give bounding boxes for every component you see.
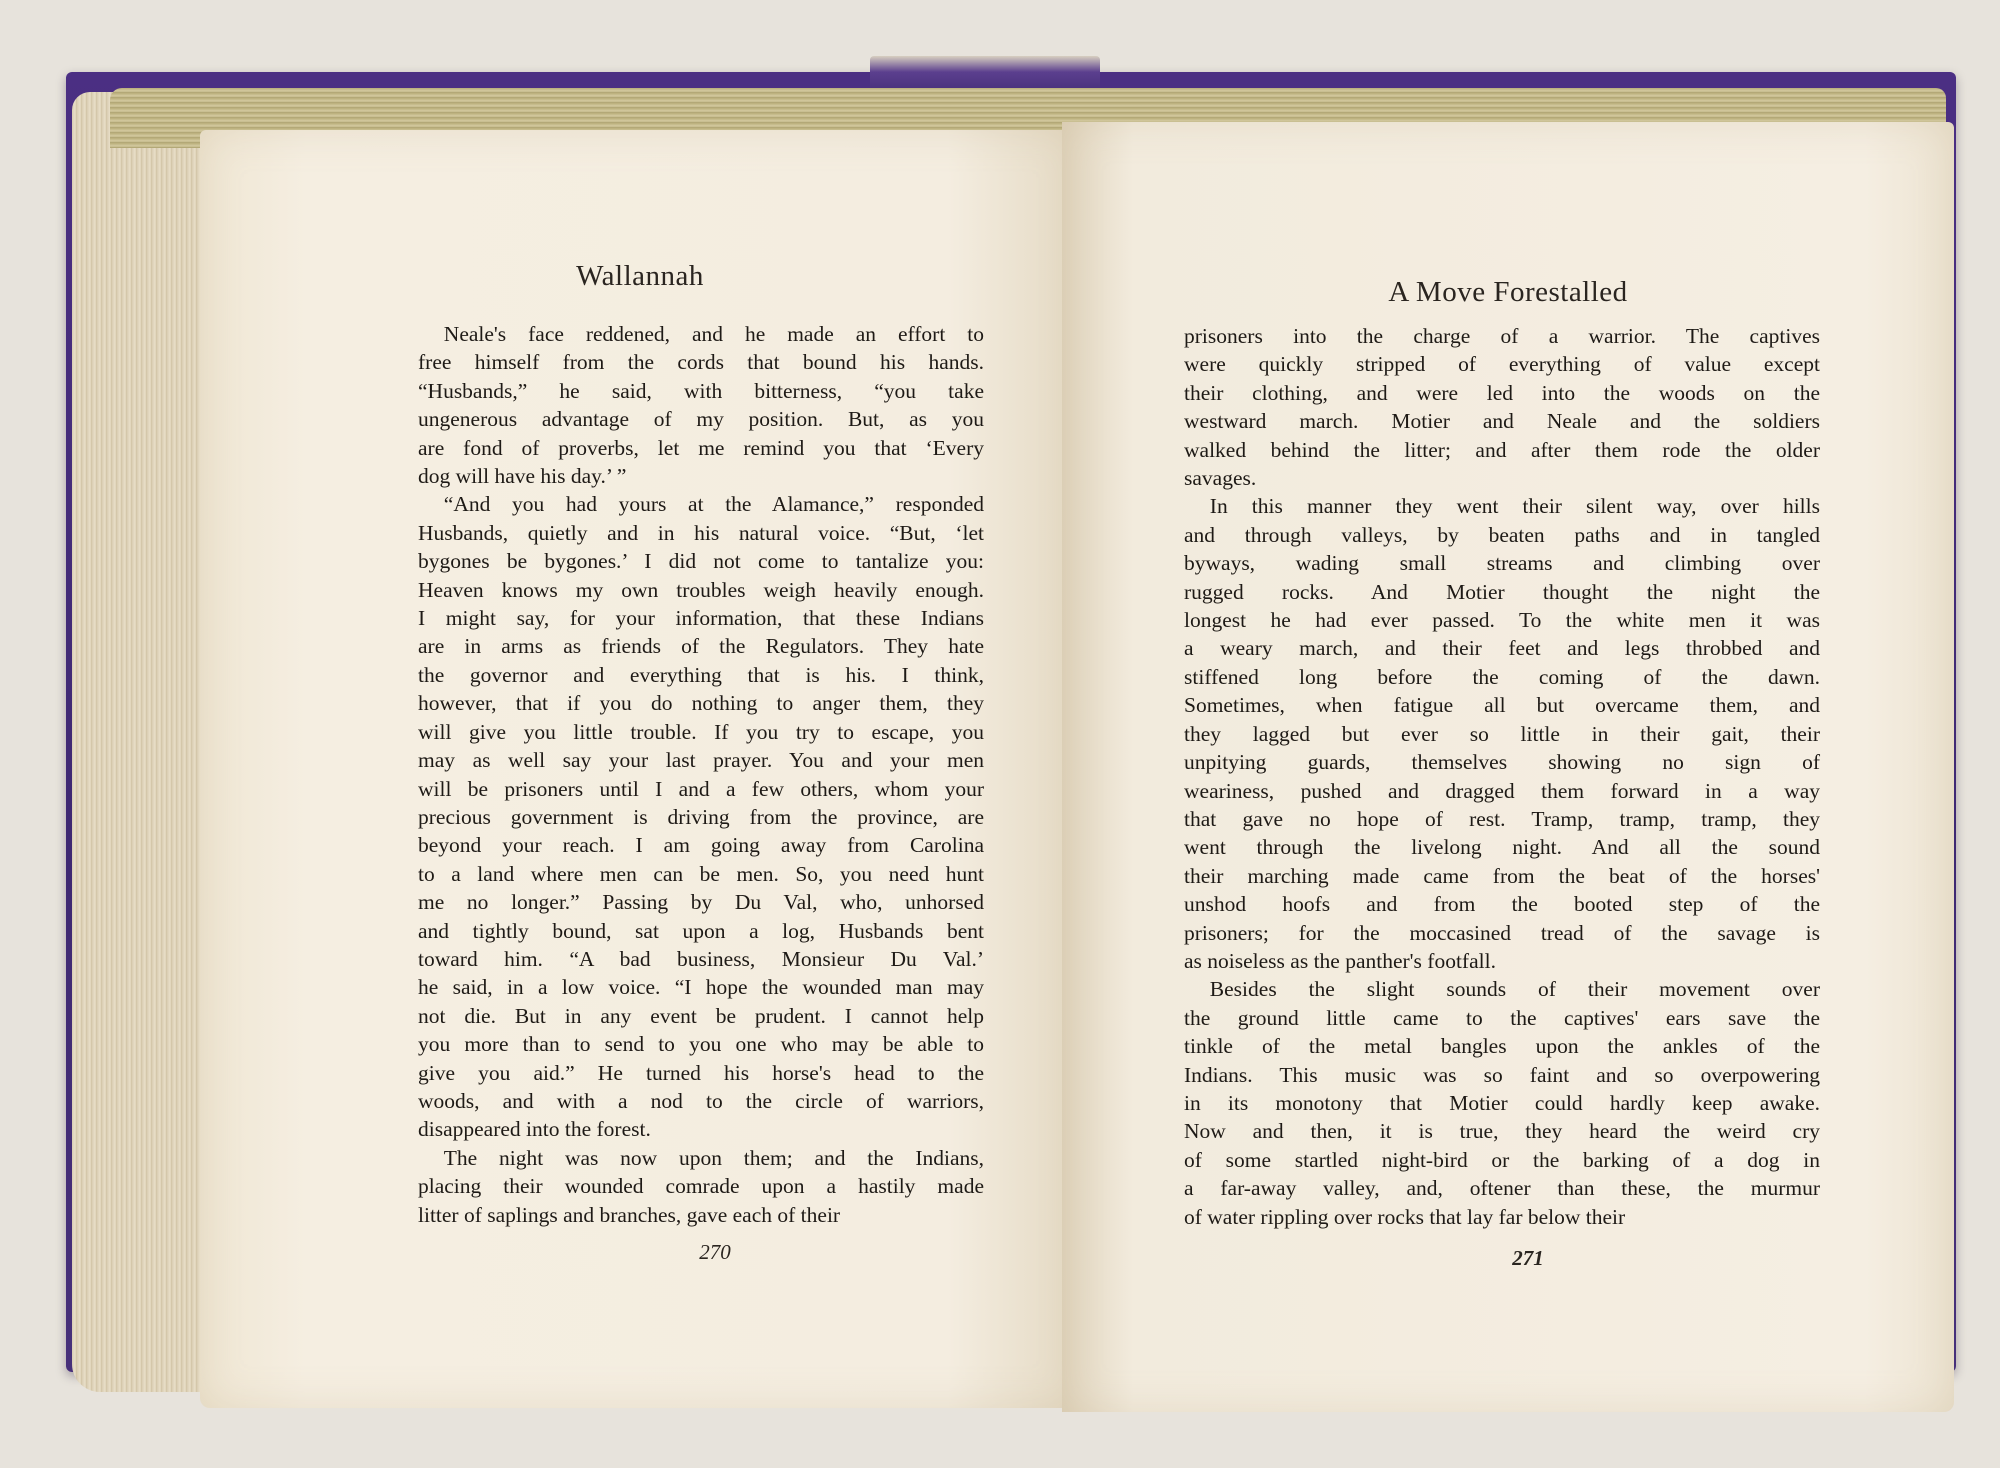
text-line: Husbands, quietly and in his natural voice. “But, ‘let — [418, 520, 984, 545]
text-line: me no longer.” Passing by Du Val, who, unhorsed — [418, 890, 984, 915]
left-page-text — [418, 320, 984, 1229]
text-line: and through valleys, by beaten paths and in tangled — [1184, 522, 1820, 547]
text-line: however, that if you do nothing to anger them, they — [418, 691, 984, 716]
text-line: placing their wounded comrade upon a hastily made — [418, 1174, 984, 1199]
text-line: westward march. Motier and Neale and the soldiers — [1184, 409, 1820, 434]
paragraph — [1184, 975, 1820, 1231]
text-line: will give you little trouble. If you try to escape, you — [418, 719, 984, 744]
text-line: they lagged but ever so little in their gait, their — [1184, 721, 1820, 746]
right-running-head: A Move Forestalled — [1388, 276, 1628, 308]
text-line: a weary march, and their feet and legs throbbed and — [1184, 636, 1820, 661]
paragraph — [418, 490, 984, 1143]
paragraph — [418, 1144, 984, 1229]
text-line: I might say, for your information, that these Indians — [418, 606, 984, 631]
text-line: were quickly stripped of everything of value except — [1184, 352, 1820, 377]
text-line: weariness, pushed and dragged them forward in a way — [1184, 778, 1820, 803]
text-line: “And you had yours at the Alamance,” responded — [443, 492, 984, 517]
text-line: Heaven knows my own troubles weigh heavily enough. — [418, 577, 984, 602]
text-line: Besides the slight sounds of their movement over — [1209, 977, 1820, 1002]
text-line: the ground little came to the captives' ears save the — [1184, 1005, 1820, 1030]
paragraph — [1184, 492, 1820, 975]
text-line: as noiseless as the panther's footfall. — [1184, 948, 1496, 973]
text-line: the governor and everything that is his. I think, — [418, 662, 984, 687]
text-line: stiffened long before the coming of the dawn. — [1184, 664, 1820, 689]
text-line: and tightly bound, sat upon a log, Husbands bent — [418, 918, 984, 943]
text-line: Sometimes, when fatigue all but overcame them, and — [1184, 693, 1820, 718]
text-line: of water rippling over rocks that lay far below their — [1184, 1204, 1626, 1229]
text-line: a far-away valley, and, oftener than these, the murmur — [1184, 1176, 1820, 1201]
text-line: may as well say your last prayer. You and your men — [418, 748, 984, 773]
text-line: precious government is driving from the province, are — [418, 804, 984, 829]
text-line: bygones be bygones.’ I did not come to tantalize you: — [418, 549, 984, 574]
text-line: Now and then, it is true, they heard the weird cry — [1184, 1119, 1820, 1144]
text-line: of some startled night-bird or the barking of a dog in — [1184, 1147, 1820, 1172]
text-line: ungenerous advantage of my position. But, as you — [418, 407, 984, 432]
text-line: to a land where men can be men. So, you need hunt — [418, 861, 984, 886]
text-line: will be prisoners until I and a few others, whom your — [418, 776, 984, 801]
text-line: free himself from the cords that bound his hands. — [418, 350, 984, 375]
text-line: give you aid.” He turned his horse's head to the — [418, 1060, 984, 1085]
text-line: unpitying guards, themselves showing no sign of — [1184, 750, 1820, 775]
left-running-head: Wallannah — [576, 260, 704, 292]
text-line: rugged rocks. And Motier thought the night the — [1184, 579, 1820, 604]
text-line: disappeared into the forest. — [418, 1117, 651, 1142]
text-line: woods, and with a nod to the circle of warriors, — [418, 1088, 984, 1113]
text-line: The night was now upon them; and the Indians, — [443, 1145, 984, 1170]
text-line: longest he had ever passed. To the white men it was — [1184, 608, 1820, 633]
text-line: toward him. “A bad business, Monsieur Du Val.’ — [418, 946, 984, 971]
text-line: savages. — [1184, 466, 1257, 491]
paragraph — [418, 320, 984, 490]
left-page — [200, 130, 1080, 1408]
text-line: you more than to send to you one who may be able to — [418, 1032, 984, 1057]
text-line: are in arms as friends of the Regulators. They hate — [418, 634, 984, 659]
text-line: that gave no hope of rest. Tramp, tramp, tramp, they — [1184, 806, 1820, 831]
text-line: tinkle of the metal bangles upon the ankles of the — [1184, 1034, 1820, 1059]
right-page-number: 271 — [1512, 1246, 1544, 1270]
text-line: byways, wading small streams and climbing over — [1184, 551, 1820, 576]
right-page-text — [1184, 322, 1820, 1231]
text-line: Neale's face reddened, and he made an effort to — [443, 322, 984, 346]
text-line: prisoners; for the moccasined tread of the savage is — [1184, 920, 1820, 945]
text-line: their clothing, and were led into the woods on the — [1184, 380, 1820, 405]
text-line: “Husbands,” he said, with bitterness, “you take — [418, 378, 984, 403]
text-line: Indians. This music was so faint and so overpowering — [1184, 1062, 1820, 1087]
text-line: walked behind the litter; and after them rode the older — [1184, 437, 1820, 462]
text-line: their marching made came from the beat of the horses' — [1184, 863, 1820, 888]
text-line: dog will have his day.’ ” — [418, 464, 627, 489]
text-line: he said, in a low voice. “I hope the wounded man may — [418, 975, 984, 1000]
text-line: prisoners into the charge of a warrior. The captives — [1184, 324, 1820, 348]
text-line: went through the livelong night. And all the sound — [1184, 835, 1820, 860]
text-line: litter of saplings and branches, gave each of their — [418, 1202, 841, 1227]
text-line: In this manner they went their silent way, over hills — [1209, 494, 1820, 519]
text-line: not die. But in any event be prudent. I cannot help — [418, 1003, 984, 1028]
text-line: beyond your reach. I am going away from Carolina — [418, 833, 984, 858]
left-page-number: 270 — [699, 1240, 731, 1264]
text-line: in its monotony that Motier could hardly keep awake. — [1184, 1090, 1820, 1115]
text-line: unshod hoofs and from the booted step of the — [1184, 892, 1820, 917]
paragraph — [1184, 322, 1820, 492]
right-page — [1062, 122, 1954, 1412]
text-line: are fond of proverbs, let me remind you that ‘Every — [418, 435, 984, 460]
